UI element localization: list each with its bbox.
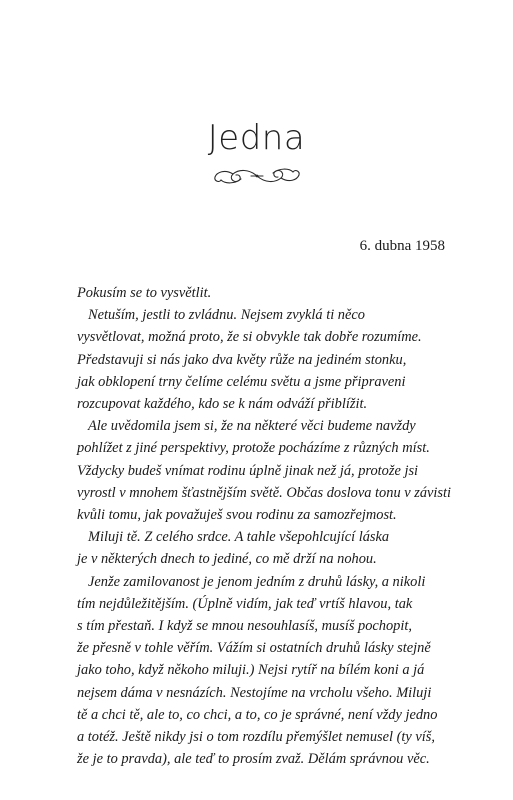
chapter-title: Jedna <box>207 118 306 158</box>
letter-line: je v některých dnech to jediné, co mě drží na nohou. <box>77 551 377 568</box>
letter-line: Vždycky budeš vnímat rodinu úplně jinak než já, protože jsi <box>77 462 419 479</box>
letter-line: s tím přestaň. I když se mnou nesouhlasíš, musíš pochopit, <box>77 618 412 635</box>
letter-line: nejsem dáma v nesnázích. Nestojíme na vrcholu všeho. Miluji <box>77 684 432 701</box>
letter-line: vyrostl v mnohem šťastnějším světě. Občas doslova tonu v závisti <box>77 484 452 501</box>
letter-line: rozcupovat každého, kdo se k nám odváží přiblížit. <box>77 396 368 413</box>
letter-line: vysvětlovat, možná proto, že si obvykle tak dobře rozumíme. <box>77 329 422 346</box>
letter-line: kvůli tomu, jak považuješ svou rodinu za samozřejmost. <box>77 507 397 524</box>
letter-line: jak obklopení trny čelíme celému světu a jsme připraveni <box>77 373 406 390</box>
letter-line: tě a chci tě, ale to, co chci, a to, co je správné, není vždy jedno <box>77 706 438 723</box>
letter-line: pohlížet z jiné perspektivy, protože pocházíme z různých míst. <box>77 440 430 457</box>
flourish-ornament-icon <box>211 163 303 189</box>
letter-line: Jenže zamilovanost je jenom jedním z druhů lásky, a nikoli <box>88 573 426 590</box>
letter-line: že přesně v tohle věřím. Vážím si ostatních druhů lásky stejně <box>77 640 431 657</box>
letter-body <box>77 282 452 770</box>
letter-line: Netuším, jestli to zvládnu. Nejsem zvyklá ti něco <box>88 307 365 324</box>
letter-line: že je to pravda), ale teď to prosím zvaž. Dělám správnou věc. <box>77 751 430 768</box>
letter-line: Představuji si nás jako dva květy růže na jediném stonku, <box>77 351 407 368</box>
letter-line: jako toho, když někoho miluji.) Nejsi rytíř na bílém koni a já <box>77 662 425 679</box>
letter-line: tím nejdůležitějším. (Úplně vidím, jak teď vrtíš hlavou, tak <box>77 595 413 612</box>
letter-date: 6. dubna 1958 <box>359 238 445 254</box>
letter-line: Pokusím se to vysvětlit. <box>77 285 212 301</box>
letter-line: a totéž. Ještě nikdy jsi o tom rozdílu přemýšlet nemusel (ty víš, <box>77 729 435 746</box>
letter-line: Ale uvědomila jsem si, že na některé věci budeme navždy <box>88 418 416 435</box>
letter-line: Miluji tě. Z celého srdce. A tahle všepohlcující láska <box>88 529 390 546</box>
